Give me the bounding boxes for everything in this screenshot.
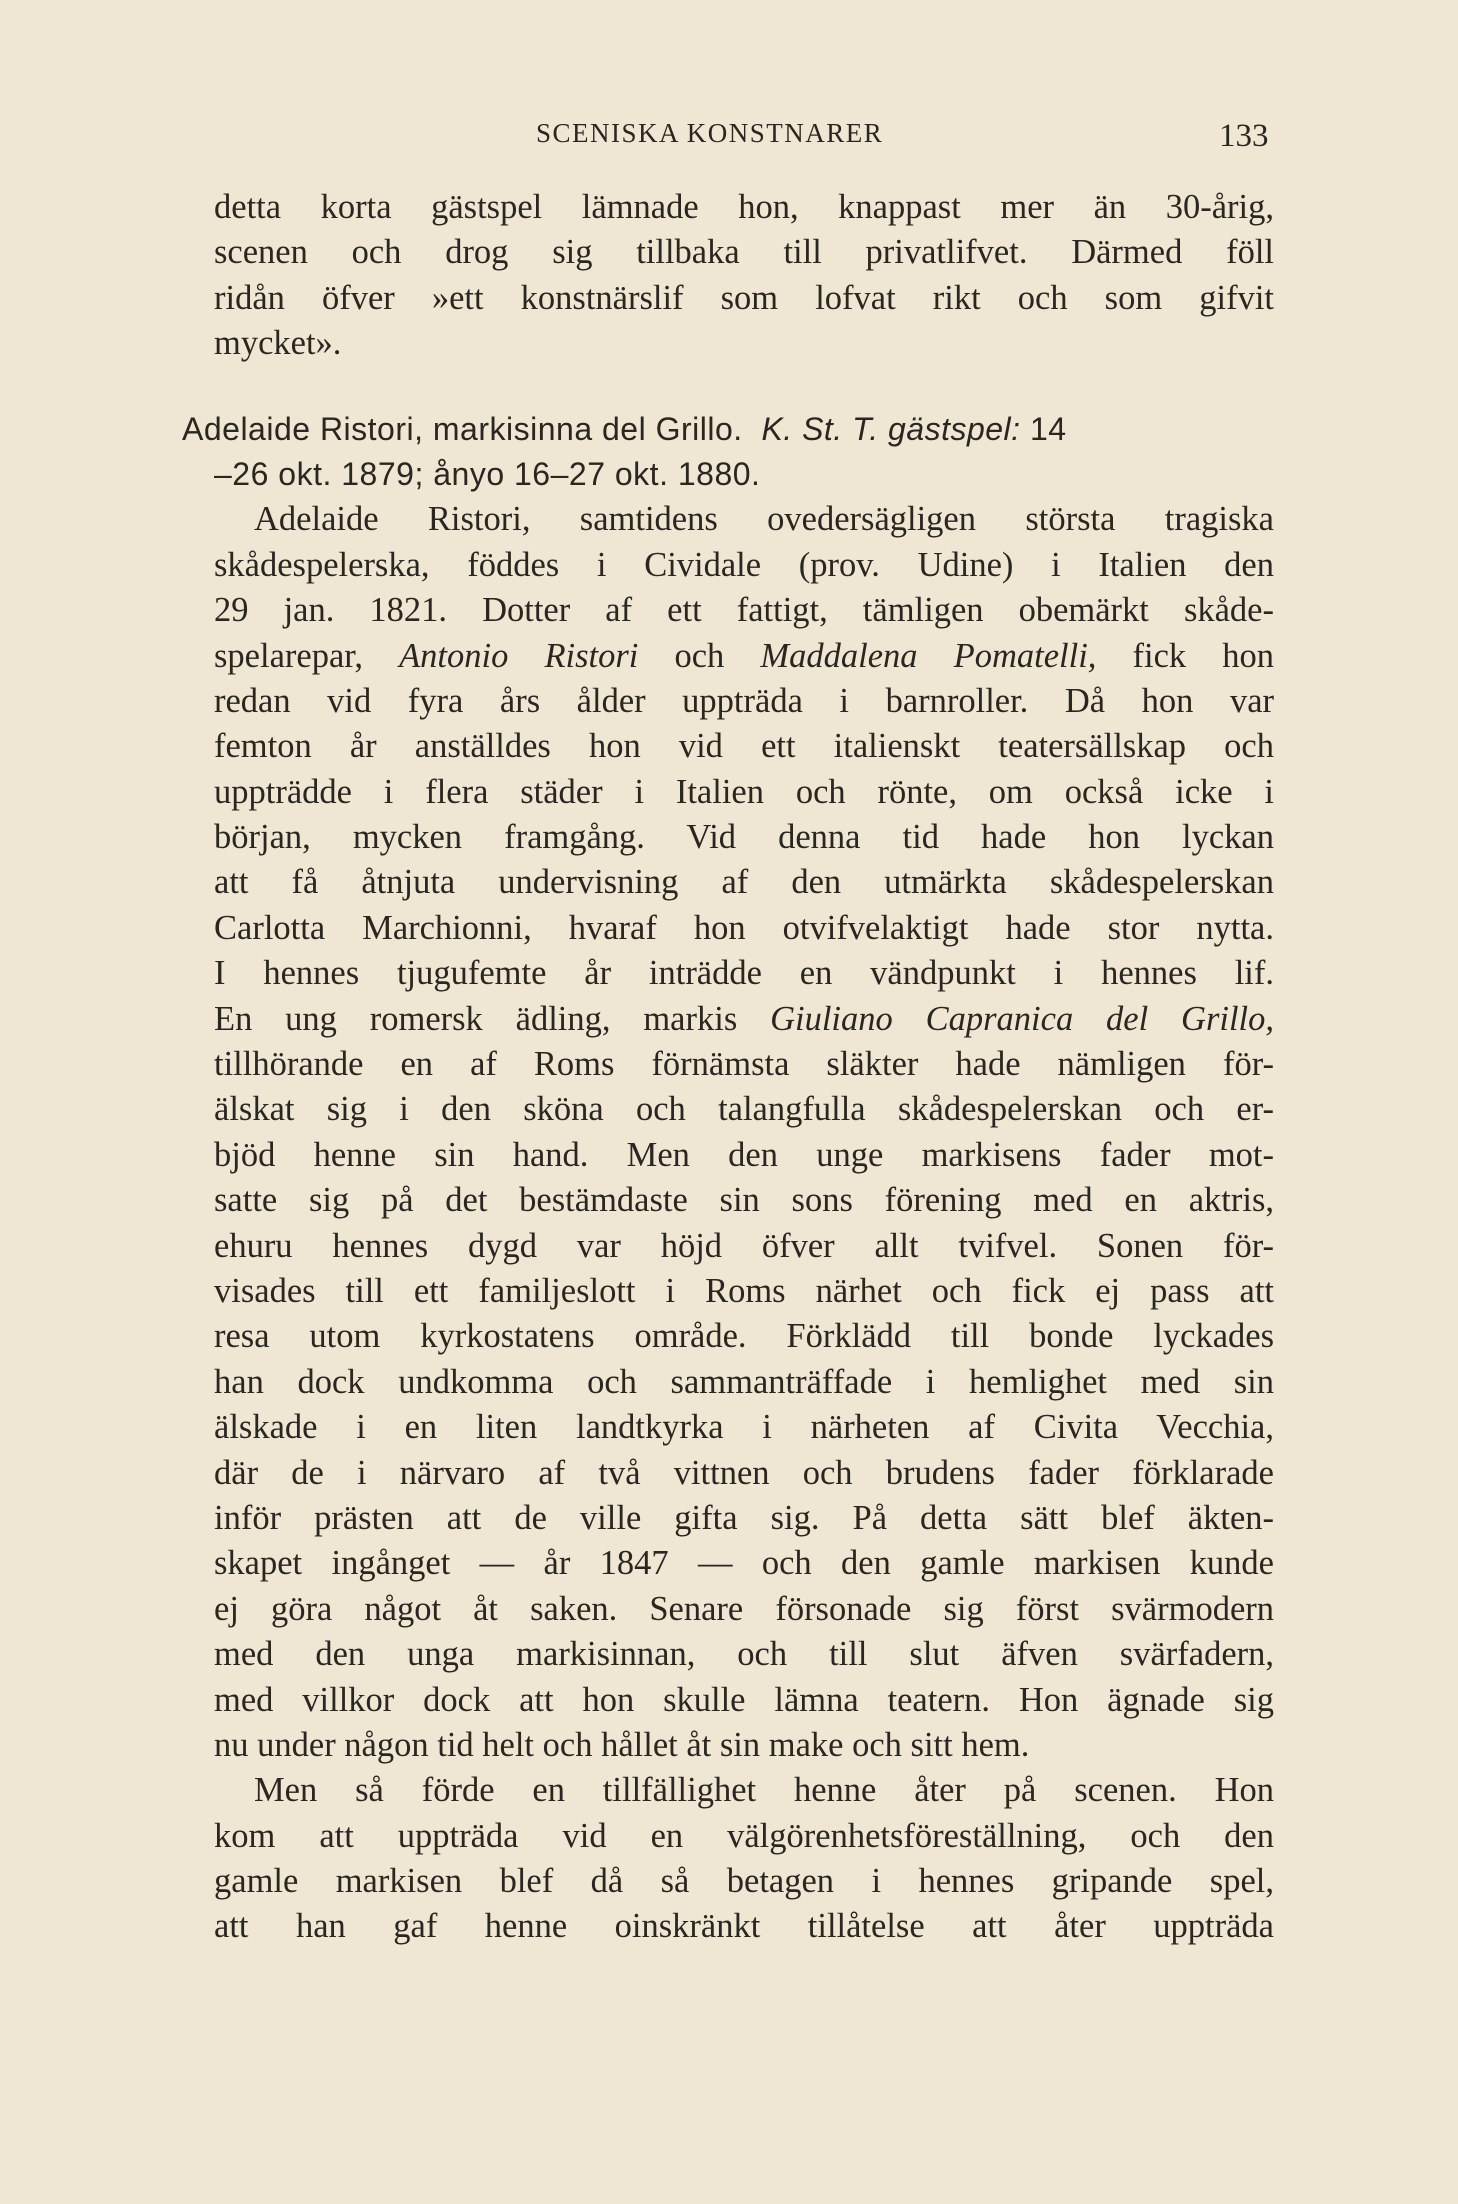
text-line: älskat sig i den sköna och talangfulla skådespelerskan och er- [214, 1090, 1274, 1129]
text-line: Carlotta Marchionni, hvaraf hon otvifvelaktigt hade stor nytta. [214, 908, 1274, 947]
text-line: resa utom kyrkostatens område. Förklädd till bonde lyckades [214, 1317, 1274, 1356]
running-title: SCENISKA KONSTNARER [536, 118, 884, 148]
text-line: skapet ingånget — år 1847 — och den gamle markisen kunde [214, 1544, 1274, 1583]
text-line: med villkor dock att hon skulle lämna teatern. Hon ägnade sig [214, 1680, 1274, 1719]
paragraph-1 [214, 497, 1274, 1768]
entry-ref-dates: 14 [1029, 410, 1067, 447]
text-line: redan vid fyra års ålder uppträda i barnroller. Då hon var [214, 681, 1274, 720]
entry-name: Adelaide Ristori, markisinna del Grillo. [182, 410, 743, 447]
text-line: ridån öfver »ett konstnärslif som lofvat rikt och som gifvit [214, 278, 1274, 317]
text-line: scenen och drog sig tillbaka till privatlifvet. Därmed föll [214, 233, 1274, 272]
page-number: 133 [1219, 118, 1269, 154]
text-line: att få åtnjuta undervisning af den utmärkta skådespelerskan [214, 863, 1274, 902]
mother-name: Maddalena Pomatelli, [760, 636, 1097, 675]
entry-heading [182, 407, 1274, 498]
text-line: bjöd henne sin hand. Men den unge markisens fader mot- [214, 1135, 1274, 1174]
text-line: mycket». [214, 324, 342, 363]
text-fragment: En ung romersk ädling, markis [214, 999, 738, 1038]
text-line: gamle markisen blef då så betagen i hennes gripande spel, [214, 1862, 1274, 1901]
text-line: 29 jan. 1821. Dotter af ett fattigt, tämligen obemärkt skåde- [214, 591, 1274, 630]
text-line: kom att uppträda vid en välgörenhetsföreställning, och den [214, 1816, 1274, 1855]
text-line: satte sig på det bestämdaste sin sons förening med en aktris, [214, 1181, 1274, 1220]
text-fragment: fick hon [1132, 636, 1275, 675]
father-name: Antonio Ristori [399, 636, 639, 675]
paragraph-2 [214, 1768, 1274, 1950]
text-line [214, 997, 1274, 1042]
text-line: femton år anställdes hon vid ett italienskt teatersällskap och [214, 727, 1274, 766]
section-gap [214, 367, 1274, 407]
text-line: tillhörande en af Roms förnämsta släkter hade nämligen för- [214, 1045, 1274, 1084]
text-line: älskade i en liten landtkyrka i närheten af Civita Vecchia, [214, 1408, 1274, 1447]
entry-heading-line: –26 okt. 1879; ånyo 16–27 okt. 1880. [214, 455, 761, 492]
text-line: med den unga markisinnan, och till slut äfven svärfadern, [214, 1635, 1274, 1674]
text-line: han dock undkomma och sammanträffade i hemlighet med sin [214, 1362, 1274, 1401]
text-line: Men så förde en tillfällighet henne åter på scenen. Hon [254, 1771, 1274, 1810]
text-line: Adelaide Ristori, samtidens ovedersägligen största tragiska [254, 500, 1274, 539]
entry-heading-line [182, 407, 1274, 452]
text-line: där de i närvaro af två vittnen och brudens fader förklarade [214, 1453, 1274, 1492]
text-line: början, mycken framgång. Vid denna tid hade hon lyckan [214, 818, 1274, 857]
previous-entry-ending [214, 185, 1274, 367]
text-line: uppträdde i flera städer i Italien och rönte, om också icke i [214, 772, 1274, 811]
text-line: skådespelerska, föddes i Cividale (prov. Udine) i Italien den [214, 545, 1274, 584]
text-line: inför prästen att de ville gifta sig. På detta sätt blef äkten- [214, 1498, 1274, 1537]
text-line: visades till ett familjeslott i Roms närhet och fick ej pass att [214, 1271, 1274, 1310]
text-line [214, 634, 1274, 679]
body-text [182, 185, 1275, 1950]
text-line: detta korta gästspel lämnade hon, knappast mer än 30-årig, [214, 188, 1274, 226]
husband-name: Giuliano Capranica del Grillo, [770, 999, 1274, 1038]
text-fragment: och [674, 636, 725, 675]
text-line: I hennes tjugufemte år inträdde en vändpunkt i hennes lif. [214, 954, 1274, 993]
text-line: ej göra något åt saken. Senare försonade sig först svärmodern [214, 1589, 1274, 1628]
text-line: ehuru hennes dygd var höjd öfver allt tvifvel. Sonen för- [214, 1226, 1274, 1265]
text-fragment: spelarepar, [214, 636, 363, 675]
text-line: nu under någon tid helt och hållet åt sin make och sitt hem. [214, 1725, 1030, 1764]
page-header [0, 118, 1458, 158]
entry-ref-label: K. St. T. gästspel: [761, 410, 1021, 447]
text-line: att han gaf henne oinskränkt tillåtelse att åter uppträda [214, 1907, 1274, 1946]
